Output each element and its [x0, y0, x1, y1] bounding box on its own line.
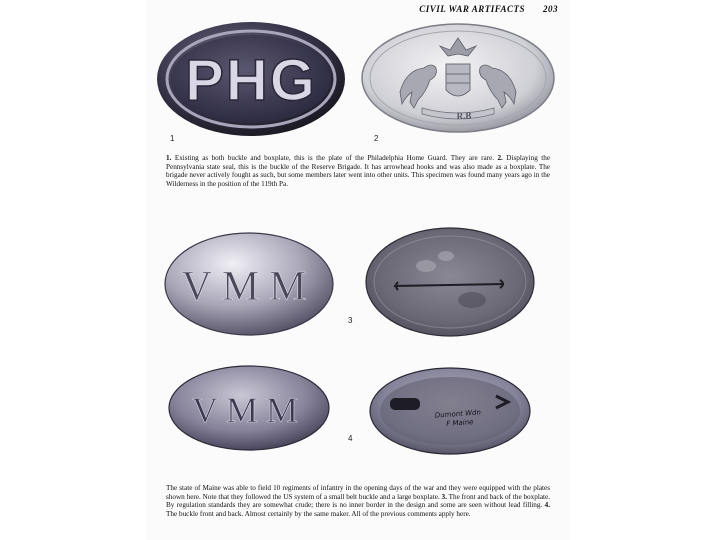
vmm-buckle-back-photo [368, 366, 532, 456]
vmm-buckle-front-photo [168, 364, 330, 452]
figure-number-3: 3 [348, 316, 353, 325]
header-title: CIVIL WAR ARTIFACTS [419, 4, 525, 14]
buckle-inscription-line-1: Dumont Wdn [434, 408, 482, 420]
caption-text-4: The buckle front and back. Almost certainly by the same maker. All of the previous comments apply here. [166, 509, 471, 518]
book-page [146, 0, 570, 540]
running-header [419, 4, 558, 14]
caption-number-2: 2. [497, 154, 503, 162]
vmm-boxplate-front-photo [164, 232, 334, 336]
vmm-front-letters: VMM [181, 264, 317, 310]
page-number: 203 [543, 4, 558, 14]
figure-number-1: 1 [170, 134, 175, 143]
caption-number-4: 4. [544, 501, 551, 510]
caption-figures-3-4 [166, 484, 550, 518]
caption-text-2: Displaying the Pennsylvania state seal, this is the buckle of the Reserve Brigade. It has arrowhead hooks and was also made as a boxplate. The brigade never actively fought as such, but some members later went into other units. This specimen was found many years ago in the Wilderness in the position of the 119th Pa. [166, 154, 551, 188]
phg-letters: PHG [185, 48, 317, 113]
caption-text-3: The front and back of the boxplate. By regulation standards they are somewhat crude; there is no inner border in the design and some are seen without lead filling. [166, 492, 551, 510]
seal-scroll-text: R.B [456, 111, 472, 121]
vmm-buckle-letters: VMM [191, 390, 307, 430]
caption-number-3: 3. [441, 492, 447, 501]
caption-intro-text: The state of Maine was able to field 10 regiments of infantry in the opening days of the war and they were equipped with the plates shown here. Note that they followed the US system of a small belt buckle and a large boxplate. [166, 484, 550, 501]
figure-number-4: 4 [348, 434, 353, 443]
buckle-inscription-line-2: F Maine [445, 418, 474, 428]
vmm-boxplate-back-photo [364, 226, 536, 338]
caption-text-1: Existing as both buckle and boxplate, this is the plate of the Philadelphia Home Guard. They are rare. [174, 154, 495, 162]
phg-plate-photo [154, 20, 348, 138]
caption-figures-1-2 [166, 154, 550, 188]
figure-number-2: 2 [374, 134, 379, 143]
caption-number-1: 1. [166, 154, 172, 162]
pennsylvania-seal-buckle-photo [360, 22, 556, 134]
